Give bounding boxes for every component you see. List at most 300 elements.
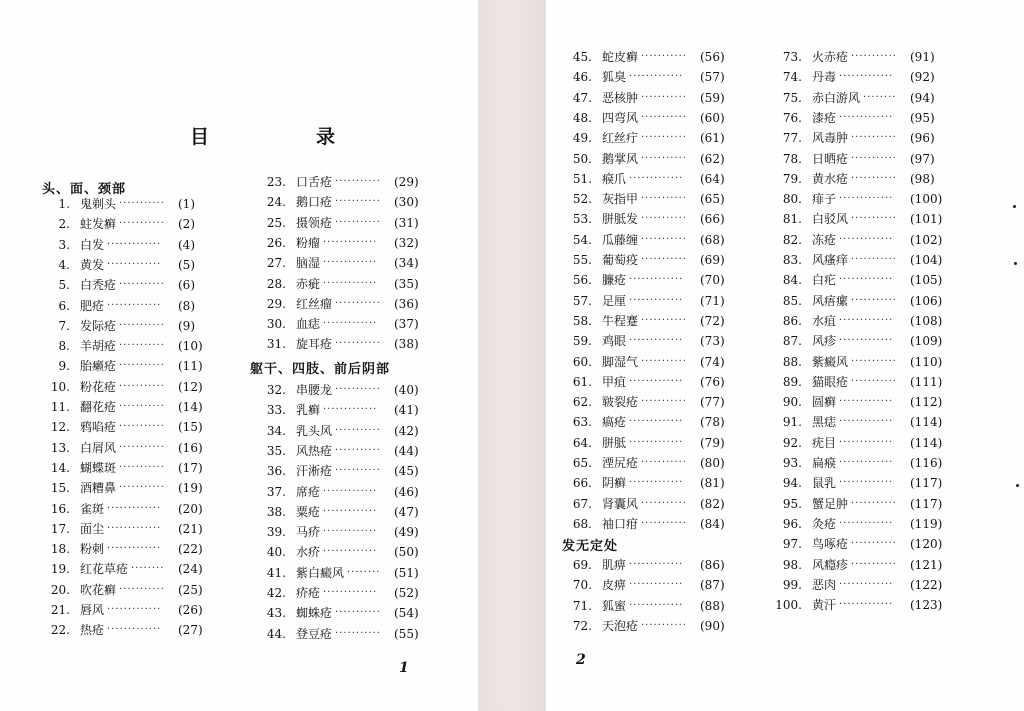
entry-title: 狐蜜	[602, 598, 627, 613]
entry-page-number: (31)	[394, 215, 419, 230]
leader-dots: ···········	[119, 441, 165, 453]
entry-title: 风瘾疹	[812, 557, 849, 572]
entry-page-number: (14)	[178, 400, 203, 414]
entry-number: 88.	[782, 354, 802, 369]
entry-number: 20.	[50, 582, 70, 597]
entry-title: 疣目	[812, 435, 837, 450]
entry-title: 鹅掌风	[602, 151, 639, 166]
entry-title: 恶肉	[812, 577, 837, 592]
entry-number: 68.	[572, 516, 592, 531]
entry-page-number: (109)	[910, 334, 943, 349]
leader-dots: ···········	[641, 152, 687, 164]
leader-dots: ·············	[323, 485, 378, 497]
leader-dots: ···········	[335, 444, 381, 456]
page-number-right: 2	[576, 652, 586, 668]
entry-page-number: (65)	[700, 192, 725, 207]
entry-title: 鼠乳	[812, 476, 837, 491]
entry-page-number: (90)	[700, 618, 725, 633]
entry-title: 白屑风	[80, 440, 117, 455]
entry-page-number: (114)	[910, 415, 943, 430]
leader-dots: ·············	[839, 396, 894, 408]
leader-dots: ·············	[629, 579, 684, 591]
leader-dots: ·············	[323, 587, 378, 598]
entry-title: 粉瘤	[296, 235, 321, 250]
entry-number: 17.	[50, 521, 70, 536]
entry-number: 82.	[782, 232, 802, 247]
entry-number: 92.	[782, 435, 802, 450]
entry-title: 肥疮	[80, 298, 105, 313]
entry-title: 狐臭	[602, 70, 627, 85]
entry-title: 乳癣	[296, 403, 321, 418]
section-heading-anywhere: 发无定处	[562, 539, 619, 554]
entry-number: 72.	[572, 618, 592, 633]
leader-dots: ···········	[119, 401, 165, 412]
entry-title: 甲疽	[602, 374, 627, 389]
leader-dots: ···········	[119, 360, 165, 372]
leader-dots: ···········	[641, 457, 687, 468]
entry-number: 30.	[266, 317, 286, 332]
entry-title: 丹毒	[812, 70, 837, 85]
leader-dots: ·············	[323, 546, 378, 558]
entry-number: 2.	[58, 217, 70, 232]
entry-title: 痱子	[812, 192, 837, 207]
entry-number: 39.	[266, 525, 286, 540]
entry-number: 71.	[572, 598, 592, 613]
entry-page-number: (74)	[700, 354, 725, 369]
scan-speck	[1016, 484, 1019, 487]
entry-number: 35.	[266, 443, 286, 458]
leader-dots: ···········	[335, 424, 381, 436]
entry-number: 26.	[266, 235, 286, 250]
leader-dots: ···········	[641, 517, 687, 529]
leader-dots: ·············	[839, 314, 894, 326]
entry-page-number: (88)	[700, 598, 725, 613]
entry-title: 赤白游风	[812, 90, 861, 105]
leader-dots: ·············	[107, 238, 162, 250]
entry-number: 74.	[782, 70, 802, 85]
entry-number: 86.	[782, 313, 802, 328]
entry-number: 61.	[572, 374, 592, 389]
leader-dots: ···········	[641, 497, 687, 509]
entry-title: 肌痹	[602, 558, 627, 572]
leader-dots: ········	[131, 563, 165, 575]
entry-number: 47.	[572, 90, 592, 105]
entry-number: 97.	[782, 537, 802, 552]
leader-dots: ·············	[629, 436, 684, 448]
entry-number: 76.	[782, 110, 802, 125]
entry-page-number: (119)	[910, 516, 943, 531]
leader-dots: ···········	[335, 216, 381, 228]
entry-title: 皲裂疮	[602, 395, 639, 410]
entry-page-number: (81)	[700, 476, 725, 491]
entry-title: 冻疮	[812, 232, 837, 247]
leader-dots: ·············	[629, 294, 684, 306]
entry-page-number: (32)	[394, 235, 419, 250]
entry-number: 94.	[782, 476, 802, 491]
leader-dots: ···········	[119, 583, 165, 595]
entry-number: 14.	[50, 460, 70, 475]
entry-number: 45.	[572, 50, 592, 64]
entry-page-number: (122)	[910, 577, 943, 592]
entry-page-number: (82)	[700, 496, 725, 511]
leader-dots: ·············	[629, 71, 684, 83]
leader-dots: ·············	[107, 522, 162, 534]
entry-title: 席疮	[296, 484, 321, 499]
entry-number: 4.	[58, 257, 70, 272]
entry-title: 蛀发癣	[80, 217, 117, 232]
entry-title: 热疮	[80, 623, 105, 638]
entry-number: 80.	[782, 192, 802, 207]
entry-title: 风瘙痒	[812, 253, 849, 267]
leader-dots: ···········	[335, 338, 381, 350]
entry-title: 猫眼疮	[812, 374, 849, 389]
entry-number: 18.	[50, 542, 70, 557]
leader-dots: ·············	[629, 599, 684, 611]
entry-number: 89.	[782, 374, 802, 389]
entry-number: 8.	[58, 339, 70, 354]
entry-number: 23.	[266, 175, 286, 189]
entry-page-number: (76)	[700, 374, 725, 389]
leader-dots: ···········	[335, 465, 381, 477]
entry-number: 90.	[782, 395, 802, 410]
entry-page-number: (47)	[394, 504, 419, 519]
entry-title: 蜘蛛疮	[296, 606, 333, 621]
leader-dots: ···········	[641, 193, 687, 205]
entry-title: 发际疮	[80, 318, 117, 333]
leader-dots: ···········	[335, 627, 381, 639]
entry-title: 蛇皮癣	[602, 50, 639, 64]
entry-title: 恶核肿	[602, 90, 639, 105]
leader-dots: ·············	[839, 71, 894, 83]
scan-speck	[1013, 205, 1016, 208]
entry-page-number: (98)	[910, 171, 935, 186]
leader-dots: ···········	[335, 196, 381, 208]
entry-number: 43.	[266, 606, 286, 621]
entry-number: 81.	[782, 212, 802, 227]
entry-title: 湮尻疮	[602, 456, 639, 470]
entry-page-number: (5)	[178, 257, 195, 272]
entry-title: 风毒肿	[812, 131, 849, 146]
entry-title: 红丝疔	[602, 131, 639, 146]
entry-number: 99.	[782, 577, 802, 592]
leader-dots: ···········	[119, 218, 165, 230]
entry-number: 67.	[572, 496, 592, 511]
leader-dots: ·············	[839, 599, 894, 611]
entry-page-number: (10)	[178, 339, 203, 354]
leader-dots: ···········	[335, 176, 381, 187]
entry-page-number: (69)	[700, 253, 725, 267]
entry-number: 7.	[58, 318, 70, 333]
entry-page-number: (19)	[178, 481, 203, 496]
leader-dots: ···········	[641, 314, 687, 326]
entry-title: 黄水疮	[812, 171, 849, 186]
entry-number: 54.	[572, 232, 592, 247]
entry-title: 脑湿	[296, 256, 321, 271]
entry-title: 红花草疮	[80, 562, 129, 577]
leader-dots: ···········	[851, 497, 897, 509]
entry-number: 25.	[266, 215, 286, 230]
entry-page-number: (24)	[178, 562, 203, 577]
leader-dots: ···········	[335, 607, 381, 619]
leader-dots: ·············	[107, 624, 162, 636]
entry-page-number: (105)	[910, 273, 943, 288]
entry-number: 37.	[266, 484, 286, 499]
entry-title: 脚湿气	[602, 354, 639, 369]
entry-page-number: (92)	[910, 70, 935, 85]
leader-dots: ···········	[641, 213, 687, 225]
leader-dots: ···········	[851, 254, 897, 265]
leader-dots: ···········	[851, 213, 897, 225]
leader-dots: ·············	[323, 526, 378, 538]
entry-number: 100.	[775, 598, 802, 613]
entry-title: 天泡疮	[602, 618, 639, 633]
entry-title: 羊胡疮	[80, 339, 117, 354]
entry-number: 79.	[782, 171, 802, 186]
entry-page-number: (42)	[394, 423, 419, 438]
entry-number: 36.	[266, 464, 286, 479]
entry-title: 瓜藤缠	[602, 232, 639, 247]
entry-title: 水疥	[296, 545, 321, 560]
entry-page-number: (37)	[394, 317, 419, 332]
leader-dots: ···········	[119, 279, 165, 291]
right-page	[546, 0, 1024, 711]
entry-title: 白疕	[812, 273, 837, 288]
entry-number: 5.	[58, 278, 70, 293]
entry-page-number: (62)	[700, 151, 725, 166]
entry-title: 胼胝	[602, 435, 627, 450]
entry-number: 34.	[266, 423, 286, 438]
entry-number: 60.	[572, 354, 592, 369]
leader-dots: ·············	[839, 193, 894, 205]
entry-number: 75.	[782, 90, 802, 105]
entry-number: 59.	[572, 334, 592, 349]
entry-page-number: (97)	[910, 151, 935, 166]
leader-dots: ···········	[119, 340, 165, 352]
entry-page-number: (61)	[700, 131, 725, 146]
entry-page-number: (26)	[178, 603, 203, 617]
leader-dots: ·············	[323, 257, 378, 269]
leader-dots: ·············	[107, 502, 162, 514]
entry-page-number: (123)	[910, 598, 943, 613]
entry-number: 9.	[58, 359, 70, 374]
entry-title: 血痣	[296, 317, 321, 332]
entry-number: 52.	[572, 192, 592, 207]
entry-page-number: (78)	[700, 415, 725, 430]
entry-page-number: (8)	[178, 298, 195, 313]
leader-dots: ···········	[851, 294, 897, 306]
entry-number: 87.	[782, 334, 802, 349]
entry-title: 足厘	[602, 293, 627, 308]
leader-dots: ···········	[851, 51, 897, 62]
entry-number: 56.	[572, 273, 592, 288]
entry-number: 22.	[50, 623, 70, 638]
entry-page-number: (108)	[910, 313, 943, 328]
entry-page-number: (117)	[910, 476, 943, 491]
entry-number: 1.	[58, 197, 70, 211]
leader-dots: ·············	[839, 111, 894, 123]
entry-page-number: (66)	[700, 212, 725, 227]
entry-title: 鸡眼	[602, 334, 627, 349]
entry-page-number: (29)	[394, 175, 419, 189]
leader-dots: ·············	[629, 375, 684, 387]
entry-title: 白秃疮	[80, 278, 117, 293]
leader-dots: ·············	[323, 277, 378, 289]
entry-number: 40.	[266, 545, 286, 560]
entry-title: 瘊爪	[602, 171, 627, 186]
leader-dots: ·············	[839, 457, 894, 468]
leader-dots: ···········	[641, 132, 687, 144]
leader-dots: ·············	[323, 318, 378, 330]
entry-title: 粉花疮	[80, 379, 117, 394]
leader-dots: ···········	[119, 461, 165, 473]
entry-title: 鹅口疮	[296, 195, 333, 210]
entry-page-number: (116)	[910, 456, 943, 470]
entry-number: 91.	[782, 415, 802, 430]
entry-page-number: (71)	[700, 293, 725, 308]
entry-number: 73.	[782, 50, 802, 64]
leader-dots: ·············	[839, 416, 894, 428]
entry-number: 16.	[50, 501, 70, 516]
entry-page-number: (36)	[394, 296, 419, 311]
entry-page-number: (1)	[178, 197, 195, 211]
entry-page-number: (59)	[700, 90, 725, 105]
entry-page-number: (44)	[394, 443, 419, 458]
entry-page-number: (101)	[910, 212, 943, 227]
entry-title: 吹花癣	[80, 582, 117, 597]
entry-title: 串腰龙	[296, 383, 333, 397]
leader-dots: ·············	[839, 335, 894, 347]
entry-page-number: (45)	[394, 464, 419, 479]
entry-page-number: (4)	[178, 237, 195, 252]
entry-number: 98.	[782, 557, 802, 572]
entry-number: 6.	[58, 298, 70, 313]
entry-title: 摄领疮	[296, 215, 333, 230]
leader-dots: ·············	[629, 559, 684, 570]
leader-dots: ·············	[839, 578, 894, 590]
entry-page-number: (100)	[910, 192, 943, 207]
entry-page-number: (52)	[394, 586, 419, 600]
entry-title: 火赤疮	[812, 50, 849, 64]
leader-dots: ···········	[641, 254, 687, 265]
entry-page-number: (111)	[910, 374, 943, 389]
entry-page-number: (55)	[394, 626, 419, 641]
entry-page-number: (12)	[178, 379, 203, 394]
entry-title: 粟疮	[296, 504, 321, 519]
entry-page-number: (56)	[700, 50, 725, 64]
entry-title: 白发	[80, 237, 105, 252]
entry-number: 42.	[266, 586, 286, 600]
entry-title: 雀斑	[80, 501, 105, 516]
leader-dots: ···········	[641, 51, 687, 62]
entry-page-number: (112)	[910, 395, 943, 410]
entry-title: 袖口疳	[602, 516, 639, 531]
toc-title: 目 录	[190, 126, 380, 148]
entry-title: 圆癣	[812, 395, 837, 410]
left-page	[0, 0, 478, 711]
entry-page-number: (87)	[700, 578, 725, 593]
entry-title: 粉刺	[80, 542, 105, 557]
entry-number: 10.	[50, 379, 70, 394]
entry-number: 95.	[782, 496, 802, 511]
leader-dots: ···········	[119, 421, 165, 433]
entry-title: 酒糟鼻	[80, 481, 117, 496]
leader-dots: ···········	[641, 355, 687, 367]
entry-title: 鸦啗疮	[80, 420, 117, 435]
entry-page-number: (17)	[178, 460, 203, 475]
section-heading-torso-limbs: 躯干、四肢、前后阴部	[250, 362, 391, 377]
entry-page-number: (104)	[910, 253, 943, 267]
entry-title: 皮痹	[602, 578, 627, 593]
entry-number: 12.	[50, 420, 70, 435]
leader-dots: ·············	[629, 335, 684, 347]
leader-dots: ···········	[851, 152, 897, 164]
entry-number: 58.	[572, 313, 592, 328]
entry-number: 55.	[572, 253, 592, 267]
entry-page-number: (114)	[910, 435, 943, 450]
leader-dots: ···········	[851, 538, 897, 550]
entry-page-number: (79)	[700, 435, 725, 450]
entry-page-number: (15)	[178, 420, 203, 435]
entry-title: 紫癜风	[812, 354, 849, 369]
entry-number: 32.	[266, 383, 286, 397]
leader-dots: ·············	[107, 543, 162, 555]
entry-page-number: (117)	[910, 496, 943, 511]
entry-page-number: (54)	[394, 606, 419, 621]
scan-speck	[1014, 262, 1017, 265]
leader-dots: ·············	[629, 274, 684, 286]
entry-title: 口舌疮	[296, 175, 333, 189]
entry-number: 27.	[266, 256, 286, 271]
page-number-left: 1	[399, 660, 409, 676]
leader-dots: ········	[863, 91, 897, 103]
leader-dots: ···········	[641, 619, 687, 631]
leader-dots: ·············	[107, 258, 162, 270]
entry-title: 灸疮	[812, 516, 837, 531]
entry-page-number: (64)	[700, 171, 725, 186]
entry-page-number: (73)	[700, 334, 725, 349]
entry-page-number: (20)	[178, 501, 203, 516]
leader-dots: ·············	[107, 299, 162, 311]
leader-dots: ·············	[323, 236, 378, 248]
entry-title: 风痦瘰	[812, 293, 849, 308]
entry-page-number: (46)	[394, 484, 419, 499]
entry-title: 红丝瘤	[296, 296, 333, 311]
entry-number: 84.	[782, 273, 802, 288]
entry-number: 93.	[782, 456, 802, 470]
entry-number: 15.	[50, 481, 70, 496]
entry-number: 83.	[782, 253, 802, 267]
entry-title: 阴癣	[602, 476, 627, 491]
entry-title: 白驳风	[812, 212, 849, 227]
leader-dots: ···········	[335, 384, 381, 395]
leader-dots: ···········	[641, 233, 687, 245]
entry-page-number: (6)	[178, 278, 195, 293]
entry-page-number: (40)	[394, 383, 419, 397]
entry-page-number: (25)	[178, 582, 203, 597]
entry-number: 69.	[572, 558, 592, 572]
entry-page-number: (102)	[910, 232, 943, 247]
entry-page-number: (51)	[394, 565, 419, 580]
entry-page-number: (21)	[178, 521, 203, 536]
leader-dots: ···········	[119, 198, 165, 209]
entry-page-number: (91)	[910, 50, 935, 64]
entry-page-number: (120)	[910, 537, 943, 552]
entry-page-number: (110)	[910, 354, 943, 369]
book-gutter	[478, 0, 546, 711]
entry-number: 70.	[572, 578, 592, 593]
entry-title: 瘑疮	[602, 415, 627, 430]
entry-number: 11.	[50, 400, 70, 414]
